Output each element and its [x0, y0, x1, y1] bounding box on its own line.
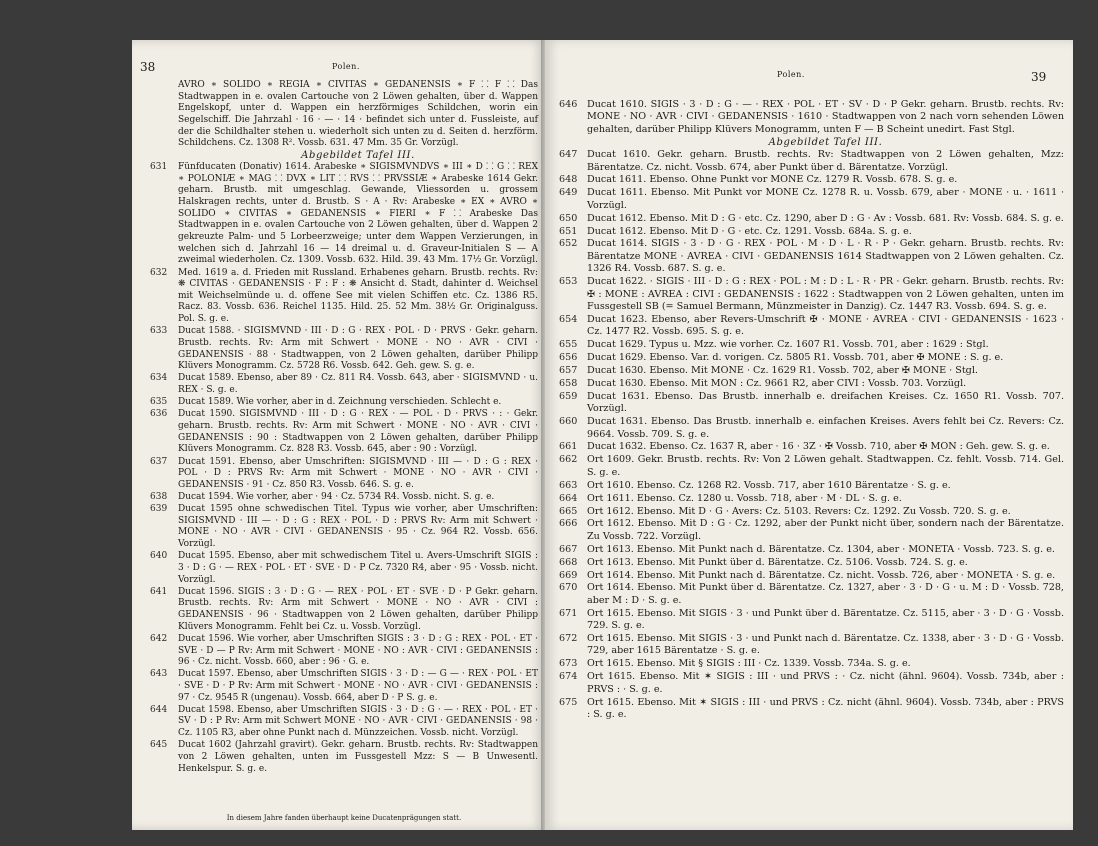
entry-number: 647	[559, 149, 578, 161]
catalog-entry	[559, 339, 1064, 351]
entry-number: 662	[559, 454, 578, 466]
entry-text: Ducat 1597. Ebenso, aber Umschriften SIGIS · 3 · D : — G — · REX · POL · ET · SVE · D · P Rv: Arm mit Schwert · MONE · NO · AVR · CIVI · GEDANENSIS : 97 · Cz. 9545 R (ungenau). Vossb. 664, aber D · P S. g. e.	[178, 669, 538, 703]
catalog-entry	[150, 409, 538, 456]
entry-text: Ort 1615. Ebenso. Mit § SIGIS : III · Cz. 1339. Vossb. 734a. S. g. e.	[587, 658, 911, 670]
catalog-entry	[150, 492, 538, 504]
entry-number: 646	[559, 99, 578, 110]
entry-text: Ort 1615. Ebenso. Mit SIGIS · 3 · und Punkt über d. Bärentatze. Cz. 5115, aber · 3 · D · G · Vossb. 729. S. g. e.	[587, 607, 1064, 632]
catalog-entry	[150, 669, 538, 704]
entry-text: Ducat 1589. Wie vorher, aber in d. Zeichnung verschieden. Schlecht e.	[178, 397, 502, 408]
entry-number: 654	[559, 313, 578, 325]
entry-text: Ducat 1598. Ebenso, aber Umschriften SIGIS · 3 · D : G · — · REX · POL · ET · SV · D : P Rv: Arm mit Schwert MONE · NO · AVR · CIVI · GEDANENSIS · 98 · Cz. 1105 R3, aber ohne Punkt nach d. Münzzeichen. Vossb. nicht. Vorzügl.	[178, 704, 538, 739]
catalog-entry	[150, 373, 538, 396]
entry-number: 632	[150, 267, 168, 278]
entry-number: 634	[150, 373, 168, 384]
catalog-entry	[150, 457, 538, 492]
catalog-entry	[559, 518, 1064, 543]
entry-number: 631	[150, 162, 168, 173]
entry-text: Ducat 1630. Ebenso. Mit MON : Cz. 9661 R2, aber CIVI : Vossb. 703. Vorzügl.	[587, 377, 967, 389]
entry-text: Ducat 1591. Ebenso, aber Umschriften: SIGISMVND · III — · D : G : REX · POL · D : PRVS Rv: Arm mit Schwert · MONE · NO · AVR · CIVI · GEDANENSIS · 91 · Cz. 850 R3. Vossb. 646. S. g. e.	[178, 456, 538, 490]
catalog-entry	[559, 633, 1064, 658]
left-page	[132, 40, 545, 830]
entry-number: 655	[559, 339, 578, 351]
entry-number: 645	[150, 740, 168, 751]
catalog-entry	[559, 441, 1064, 453]
entry-list	[150, 80, 538, 776]
catalog-entry	[559, 608, 1064, 633]
catalog-entry	[559, 506, 1064, 518]
entry-text: Ort 1612. Ebenso. Mit D : G · Cz. 1292, aber der Punkt nicht über, sondern nach der Bärentatze. Zu Vossb. 722. Vorzügl.	[587, 518, 1064, 542]
entry-text: Ort 1611. Ebenso. Cz. 1280 u. Vossb. 718, aber · M · DL · S. g. e.	[587, 492, 902, 504]
entry-text: Ort 1615. Ebenso. Mit ✶ SIGIS : III · und PRVS : Cz. nicht (ähnl. 9604). Vossb. 734b, aber : PRVS : S. g. e.	[587, 696, 1064, 720]
entry-number: 640	[150, 551, 168, 562]
catalog-entry	[559, 187, 1064, 212]
entry-number: 641	[150, 586, 168, 597]
catalog-entry	[150, 162, 538, 267]
entry-number: 670	[559, 582, 578, 594]
entry-number: 663	[559, 479, 578, 491]
catalog-entry	[150, 705, 538, 740]
catalog-entry	[559, 658, 1064, 670]
entry-number: 671	[559, 607, 578, 619]
entry-number: 667	[559, 543, 578, 555]
entry-text: Ort 1610. Ebenso. Cz. 1268 R2. Vossb. 717, aber 1610 Bärentatze · S. g. e.	[587, 479, 951, 491]
entry-number: 666	[559, 518, 578, 530]
catalog-entry	[559, 493, 1064, 505]
plate-caption: Abgebildet Tafel III.	[768, 136, 883, 148]
entry-text: Ort 1614. Ebenso. Mit Punkt über d. Bärentatze. Cz. 1327, aber · 3 · D · G · u. M : D · Vossb. 728, aber M : D · S. g. e.	[587, 582, 1064, 606]
entry-text: Ort 1615. Ebenso. Mit ✶ SIGIS : III · und PRVS : · Cz. nicht (ähnl. 9604). Vossb. 734b, aber : PRVS : · S. g. e.	[587, 671, 1064, 695]
entry-text: Ducat 1614. SIGIS · 3 · D · G · REX · POL · M · D · L · R · P · Gekr. geharn. Brustb. rechts. Rv: Bärentatze MONE · AVREA · CIVI · GEDANENSIS 1614 Stadtwappen von 2 Löwen gehalten. Cz. 1326 R4. Vossb. 687. S. g. e.	[587, 238, 1064, 275]
catalog-entry	[559, 416, 1064, 441]
entry-number: 659	[559, 390, 578, 402]
entry-number: 636	[150, 409, 168, 420]
catalog-entry	[559, 454, 1064, 479]
catalog-entry	[150, 551, 538, 586]
entry-text: Ducat 1612. Ebenso. Mit D · G · etc. Cz. 1291. Vossb. 684a. S. g. e.	[587, 225, 912, 237]
footnote: In diesem Jahre fanden überhaupt keine Ducatenprägungen statt.	[226, 814, 462, 822]
entry-text: Ducat 1602 (Jahrzahl gravirt). Gekr. geharn. Brustb. rechts. Rv: Stadtwappen von 2 Löwen gehalten, unten im Fussgestell Mzz: S — B Unwesentl. Henkelspur. S. g. e.	[178, 740, 538, 774]
page-number: 38	[140, 60, 156, 74]
entry-text: Ducat 1630. Ebenso. Mit MONE · Cz. 1629 R1. Vossb. 702, aber ✠ MONE · Stgl.	[587, 365, 978, 377]
entry-number: 673	[559, 658, 578, 670]
entry-number: 638	[150, 491, 168, 502]
catalog-entry	[559, 365, 1064, 377]
entry-number: 672	[559, 633, 578, 645]
catalog-entry	[559, 238, 1064, 275]
entry-number: 644	[150, 704, 168, 715]
entry-number: 649	[559, 187, 578, 199]
entry-number: 668	[559, 556, 578, 568]
entry-text: Ort 1609. Gekr. Brustb. rechts. Rv: Von 2 Löwen gehalt. Stadtwappen. Cz. fehlt. Vossb. 714. Gel. S. g. e.	[587, 454, 1064, 478]
entry-text: Ducat 1631. Ebenso. Das Brustb. innerhalb e. einfachen Kreises. Avers fehlt bei Cz. Revers: Cz. 9664. Vossb. 709. S. g. e.	[587, 416, 1064, 440]
catalog-entry	[150, 634, 538, 669]
catalog-entry	[559, 276, 1064, 313]
catalog-entry	[150, 587, 538, 634]
entry-text: Ducat 1610. Gekr. geharn. Brustb. rechts. Rv: Stadtwappen von 2 Löwen gehalten, Mzz: Bärentatze. Cz. nicht. Vossb. 674, aber Punkt über d. Bärentatze. Vorzügl.	[587, 149, 1064, 173]
entry-text: Ort 1613. Ebenso. Mit Punkt über d. Bärentatze. Cz. 5106. Vossb. 724. S. g. e.	[587, 556, 968, 568]
catalog-entry	[150, 326, 538, 373]
entry-text: Ducat 1629. Ebenso. Var. d. vorigen. Cz. 5805 R1. Vossb. 701, aber ✠ MONE : S. g. e.	[587, 352, 1004, 364]
catalog-entry	[559, 671, 1064, 696]
entry-number: 635	[150, 397, 168, 408]
page-number: 39	[1031, 70, 1047, 84]
catalog-entry	[150, 504, 538, 551]
entry-number: 657	[559, 365, 578, 377]
entry-text: Ducat 1629. Typus u. Mzz. wie vorher. Cz. 1607 R1. Vossb. 701, aber : 1629 : Stgl.	[587, 339, 989, 351]
entry-text: Ort 1614. Ebenso. Mit Punkt nach d. Bärentatze. Cz. nicht. Vossb. 726, aber · MONETA · S. g. e.	[587, 569, 1056, 581]
entry-number: 652	[559, 238, 578, 250]
entry-text: Ducat 1622. · SIGIS · III · D : G : REX · POL : M : D : L · R · PR · Gekr. geharn. Brustb. rechts. Rv: ✠ : MONE : AVREA : CIVI : GEDANENSIS : 1622 : Stadtwappen von 2 Löwen gehalten, unten im Fussgestell SB (= Samuel Bermann, Münzmeister in Danzig). Cz. 1447 R3. Vossb. 694. S. g. e.	[587, 276, 1064, 312]
entry-text: Ort 1613. Ebenso. Mit Punkt nach d. Bärentatze. Cz. 1304, aber · MONETA · Vossb. 723. S. g. e.	[587, 543, 1055, 555]
entry-text: Ducat 1611. Ebenso. Mit Punkt vor MONE Cz. 1278 R. u. Vossb. 679, aber · MONE · u. · 1611 · Vorzügl.	[587, 187, 1064, 211]
entry-text: Ducat 1632. Ebenso. Cz. 1637 R, aber · 16 · 3Z · ✠ Vossb. 710, aber ✠ MON : Geh. gew. S. g. e.	[587, 441, 1050, 453]
catalog-entry	[559, 697, 1064, 722]
catalog-entry	[559, 582, 1064, 607]
entry-text: Ducat 1595. Ebenso, aber mit schwedischem Titel u. Avers-Umschrift SIGIS : 3 · D : G · — REX · POL · ET · SVE · D · P Cz. 7320 R4, aber · 95 · Vossb. nicht. Vorzügl.	[178, 551, 538, 585]
entry-number: 664	[559, 492, 578, 504]
running-header: Polen.	[777, 70, 805, 79]
catalog-entry	[559, 391, 1064, 416]
entry-number: 650	[559, 212, 578, 224]
entry-text: Ducat 1610. SIGIS · 3 · D : G · — · REX · POL · ET · SV · D · P Gekr. geharn. Brustb. rechts. Rv: MONE · NO · AVR · CIVI · GEDANENSIS · 1610 · Stadtwappen von 2 nach vorn sehenden Löwen gehalten, darüber Philipp Klüvers Monogramm, unten F — B Scheint unedirt. Fast Stgl.	[587, 99, 1064, 135]
entry-list	[559, 99, 1064, 722]
entry-text: Med. 1619 a. d. Frieden mit Russland. Erhabenes geharn. Brustb. rechts. Rv: ❋ CIVITAS · GEDANENSIS · F : F : ❋ Ansicht d. Stadt, dahinter d. Weichsel mit Weichselmünde u. d. offene See mit vielen Schiffen etc. Cz. 1386 R5. Racz. 83. Vossb. 636. Reichel 1135. Hild. 25. 52 Mm. 38½ Gr. Originalguss. Pol. S. g. e.	[178, 267, 538, 325]
entry-number: 658	[559, 377, 578, 389]
catalog-entry	[559, 570, 1064, 582]
entry-number: 639	[150, 504, 168, 515]
catalog-entry	[559, 544, 1064, 556]
entry-number: 651	[559, 225, 578, 237]
entry-number: 653	[559, 276, 578, 288]
catalog-entry	[559, 213, 1064, 225]
entry-number: 656	[559, 352, 578, 364]
entry-text: Ducat 1588. · SIGISMVND · III · D : G · REX · POL · D · PRVS · Gekr. geharn. Brustb. rechts. Rv: Arm mit Schwert · MONE · NO · AVR · CIVI · GEDANENSIS · 88 · Stadtwappen, von 2 Löwen gehalten, darüber Philipp Klüvers Monogramm. Cz. 5728 R6. Vossb. 642. Geh. gew. S. g. e.	[178, 326, 538, 372]
entry-text: Ducat 1590. SIGISMVND · III · D : G · REX · — POL · D · PRVS · : · Gekr. geharn. Brustb. rechts. Rv: Arm mit Schwert · MONE · NO · AVR · CIVI · GEDANENSIS : 90 : Stadtwappen von 2 Löwen gehalten, darüber Philipp Klüvers Monogramm. Cz. 828 R3. Vossb. 645, aber : 90 : Vorzügl.	[178, 409, 538, 455]
entry-text: Ort 1615. Ebenso. Mit SIGIS · 3 · und Punkt nach d. Bärentatze. Cz. 1338, aber · 3 · D · G · Vossb. 729, aber 1615 Bärentatze · S. g. e.	[587, 633, 1064, 657]
entry-text: Ort 1612. Ebenso. Mit D · G · Avers: Cz. 5103. Revers: Cz. 1292. Zu Vossb. 720. S. g. e.	[587, 505, 1011, 517]
catalog-entry	[559, 174, 1064, 186]
entry-number: 648	[559, 174, 578, 186]
entry-number: 633	[150, 326, 168, 337]
entry-text: Ducat 1596. Wie vorher, aber Umschriften SIGIS : 3 · D : G : REX · POL · ET · SVE · D — P Rv: Arm mit Schwert · MONE · NO : AVR · CIVI : GEDANENSIS : 96 · Cz. nicht. Vossb. 660, aber : 96 · G. e.	[178, 633, 538, 668]
plate-caption: Abgebildet Tafel III.	[301, 150, 415, 162]
entry-number: 675	[559, 696, 578, 708]
catalog-entry	[150, 397, 538, 409]
catalog-entry	[150, 268, 538, 326]
entry-text: Ducat 1596. SIGIS : 3 · D : G · — REX · POL · ET · SVE · D · P Gekr. geharn. Brustb. rechts. Rv: Arm mit Schwert · MONE · NO · AVR · CIVI : GEDANENSIS · 96 · Stadtwappen von 2 Löwen gehalten, darüber Philipp Klüvers Monogramm. Fehlt bei Cz. u. Vossb. Vorzügl.	[178, 586, 538, 632]
entry-text: Ducat 1612. Ebenso. Mit D : G · etc. Cz. 1290, aber D : G · Av : Vossb. 681. Rv: Vossb. 684. S. g. e.	[587, 212, 1064, 224]
entry-number: 661	[559, 441, 578, 453]
catalog-entry	[559, 480, 1064, 492]
catalog-entry	[559, 378, 1064, 390]
entry-text: Ducat 1623. Ebenso, aber Revers-Umschrift ✠ · MONE · AVREA · CIVI · GEDANENSIS · 1623 · Cz. 1477 R2. Vossb. 695. S. g. e.	[587, 313, 1064, 338]
entry-number: 643	[150, 669, 168, 680]
catalog-entry	[559, 314, 1064, 339]
entry-text: Fünfducaten (Donativ) 1614. Arabeske ∗ SIGISMVNDVS ∗ III ∗ D ⸬ G ⸬ REX ∗ POLONIÆ ∗ MAG ⸬ DVX ∗ LIT ⸬ RVS ⸬ PRVSSIÆ ∗ Arabeske 1614 Gekr. geharn. Brustb. mit umgeschlag. Gewande, Vliessorden u. grossem Halskragen rechts, unter d. Brustb. S · A · Rv: Arabeske ∗ EX ∗ AVRO ∗ SOLIDO ∗ CIVITAS ∗ GEDANENSIS ∗ FIERI ∗ F ⸬ Arabeske Das Stadtwappen in e. ovalen Cartouche von 2 Löwen gehalten, über d. Wappen 2 gekreuzte Palm- und 5 Lorbeerzweige; unter dem Wappen Verzierungen, in welchen sich d. Jahrzahl 16 — 14 dreimal u. d. Graveur-Initialen S — A zweimal wiederholen. Cz. 1309. Vossb. 632. Hild. 39. 43 Mm. 17½ Gr. Vorzügl.	[178, 162, 538, 266]
catalog-entry	[559, 99, 1064, 136]
catalog-entry	[559, 352, 1064, 364]
catalog-entry	[559, 557, 1064, 569]
catalog-entry	[559, 149, 1064, 174]
entry-text: Ducat 1589. Ebenso, aber 89 · Cz. 811 R4. Vossb. 643, aber · SIGISMVND · u. REX · S. g. e.	[178, 373, 538, 396]
entry-text: Ducat 1631. Ebenso. Das Brustb. innerhalb e. dreifachen Kreises. Cz. 1650 R1. Vossb. 707. Vorzügl.	[587, 390, 1064, 415]
catalog-entry	[559, 226, 1064, 238]
entry-text: Ducat 1611. Ebenso. Ohne Punkt vor MONE Cz. 1279 R. Vossb. 678. S. g. e.	[587, 174, 958, 186]
entry-number: 642	[150, 633, 168, 644]
entry-text: AVRO ∗ SOLIDO ∗ REGIA ∗ CIVITAS ∗ GEDANENSIS ∗ F ⸬ F ⸬ Das Stadtwappen in e. ovalen Cartouche von 2 Löwen gehalten, über d. Wappen Engelskopf, unter d. Wappen ein herzförmiges Schildchen, worin ein Segelschiff. Die Jahrzahl · 16 · — · 14 · befindet sich unter d. Fussleiste, auf der die Schildhalter stehen u. wiederholt sich unten zu d. Seiten d. herzförm. Schildchens. Cz. 1308 R². Vossb. 631. 47 Mm. 35 Gr. Vorzügl.	[178, 80, 538, 149]
running-header: Polen.	[332, 62, 360, 71]
entry-number: 665	[559, 505, 578, 517]
right-page	[545, 40, 1073, 830]
entry-text: Ducat 1595 ohne schwedischen Titel. Typus wie vorher, aber Umschriften: SIGISMVND · III — · D : G : REX · POL · D : PRVS Rv: Arm mit Schwert · MONE · NO · AVR · CIVI · GEDANENSIS · 95 · Cz. 964 R2. Vossb. 656. Vorzügl.	[178, 504, 538, 550]
entry-number: 660	[559, 416, 578, 428]
entry-number: 669	[559, 569, 578, 581]
entry-number: 637	[150, 456, 168, 467]
entry-number: 674	[559, 671, 578, 683]
catalog-entry	[150, 740, 538, 775]
entry-continuation	[150, 80, 538, 150]
entry-text: Ducat 1594. Wie vorher, aber · 94 · Cz. 5734 R4. Vossb. nicht. S. g. e.	[178, 491, 495, 502]
